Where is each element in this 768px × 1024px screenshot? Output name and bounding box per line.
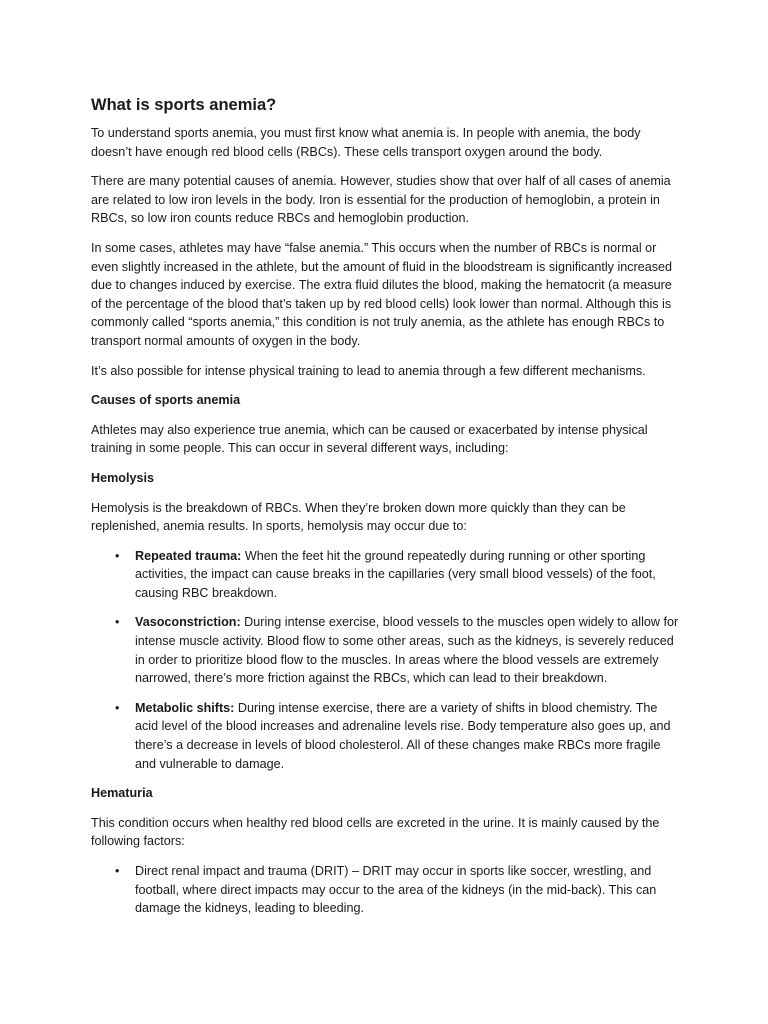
hemolysis-heading: Hemolysis — [91, 470, 154, 485]
list-item-text: Direct renal impact and trauma (DRIT) – DRIT may occur in sports like soccer, wrestling, and football, where direct impacts may occur to the area of the kidneys (in the mid-back). This can damage the kidneys, leading to bleeding. — [135, 864, 657, 916]
hemolysis-paragraph: Hemolysis is the breakdown of RBCs. When they’re broken down more quickly than they can be replenished, anemia results. In sports, hemolysis may occur due to: — [91, 500, 626, 534]
list-item — [91, 547, 681, 603]
document-page — [91, 95, 681, 929]
list-item — [91, 613, 681, 687]
list-item — [91, 699, 681, 773]
intro-paragraph-1: To understand sports anemia, you must first know what anemia is. In people with anemia, the body doesn’t have enough red blood cells (RBCs). These cells transport oxygen around the body. — [91, 126, 641, 159]
bullet-icon: • — [115, 615, 120, 630]
list-item-term: Vasoconstriction: — [135, 615, 241, 630]
intro-paragraph-3: In some cases, athletes may have “false anemia.” This occurs when the number of RBCs is normal or even slightly increased in the athlete, but the amount of fluid in the bloodstream is significantly increased due to changes induced by exercise. The extra fluid dilutes the blood, making the hematocrit (a measure of the percentage of the blood that’s taken up by red blood cells) look lower than normal. Although this is commonly called “sports anemia,” this condition is not truly anemia, as the athlete has enough RBCs to transport normal amounts of oxygen in the body. — [91, 240, 673, 348]
intro-paragraph-2: There are many potential causes of anemia. However, studies show that over half of all cases of anemia are related to low iron levels in the body. Iron is essential for the production of hemoglobin, a protein in RBCs, so low iron counts reduce RBCs and hemoglobin production. — [91, 174, 671, 226]
causes-paragraph: Athletes may also experience true anemia, which can be caused or exacerbated by intense physical training in some people. This can occur in several different ways, including: — [91, 422, 648, 456]
page-title: What is sports anemia? — [91, 96, 277, 114]
intro-paragraph-4: It’s also possible for intense physical training to lead to anemia through a few different mechanisms. — [91, 363, 646, 378]
hematuria-list — [91, 862, 681, 918]
hemolysis-list — [91, 547, 681, 774]
list-item-term: Repeated trauma: — [135, 548, 242, 563]
list-item-text: During intense exercise, there are a variety of shifts in blood chemistry. The acid level of the blood increases and adrenaline levels rise. Body temperature also goes up, and there’s a decrease in levels of blood cholesterol. All of these changes make RBCs more fragile and vulnerable to damage. — [135, 700, 671, 771]
bullet-icon: • — [115, 700, 120, 715]
list-item-text: During intense exercise, blood vessels to the muscles open widely to allow for intense muscle activity. Blood flow to some other areas, such as the kidneys, is severely reduced in order to prioritize blood flow to the muscles. In areas where the blood vessels are extremely narrowed, there’s more friction against the RBCs, which can lead to their breakdown. — [135, 615, 679, 686]
bullet-icon: • — [115, 864, 120, 878]
list-item-text: When the feet hit the ground repeatedly during running or other sporting activities, the impact can cause breaks in the capillaries (very small blood vessels) of the foot, causing RBC breakdown. — [135, 548, 656, 600]
list-item-term: Metabolic shifts: — [135, 700, 235, 715]
list-item — [91, 862, 681, 918]
hematuria-paragraph: This condition occurs when healthy red blood cells are excreted in the urine. It is mainly caused by the following factors: — [91, 815, 660, 849]
bullet-icon: • — [115, 548, 120, 563]
hematuria-heading: Hematuria — [91, 786, 153, 801]
causes-heading: Causes of sports anemia — [91, 393, 241, 408]
